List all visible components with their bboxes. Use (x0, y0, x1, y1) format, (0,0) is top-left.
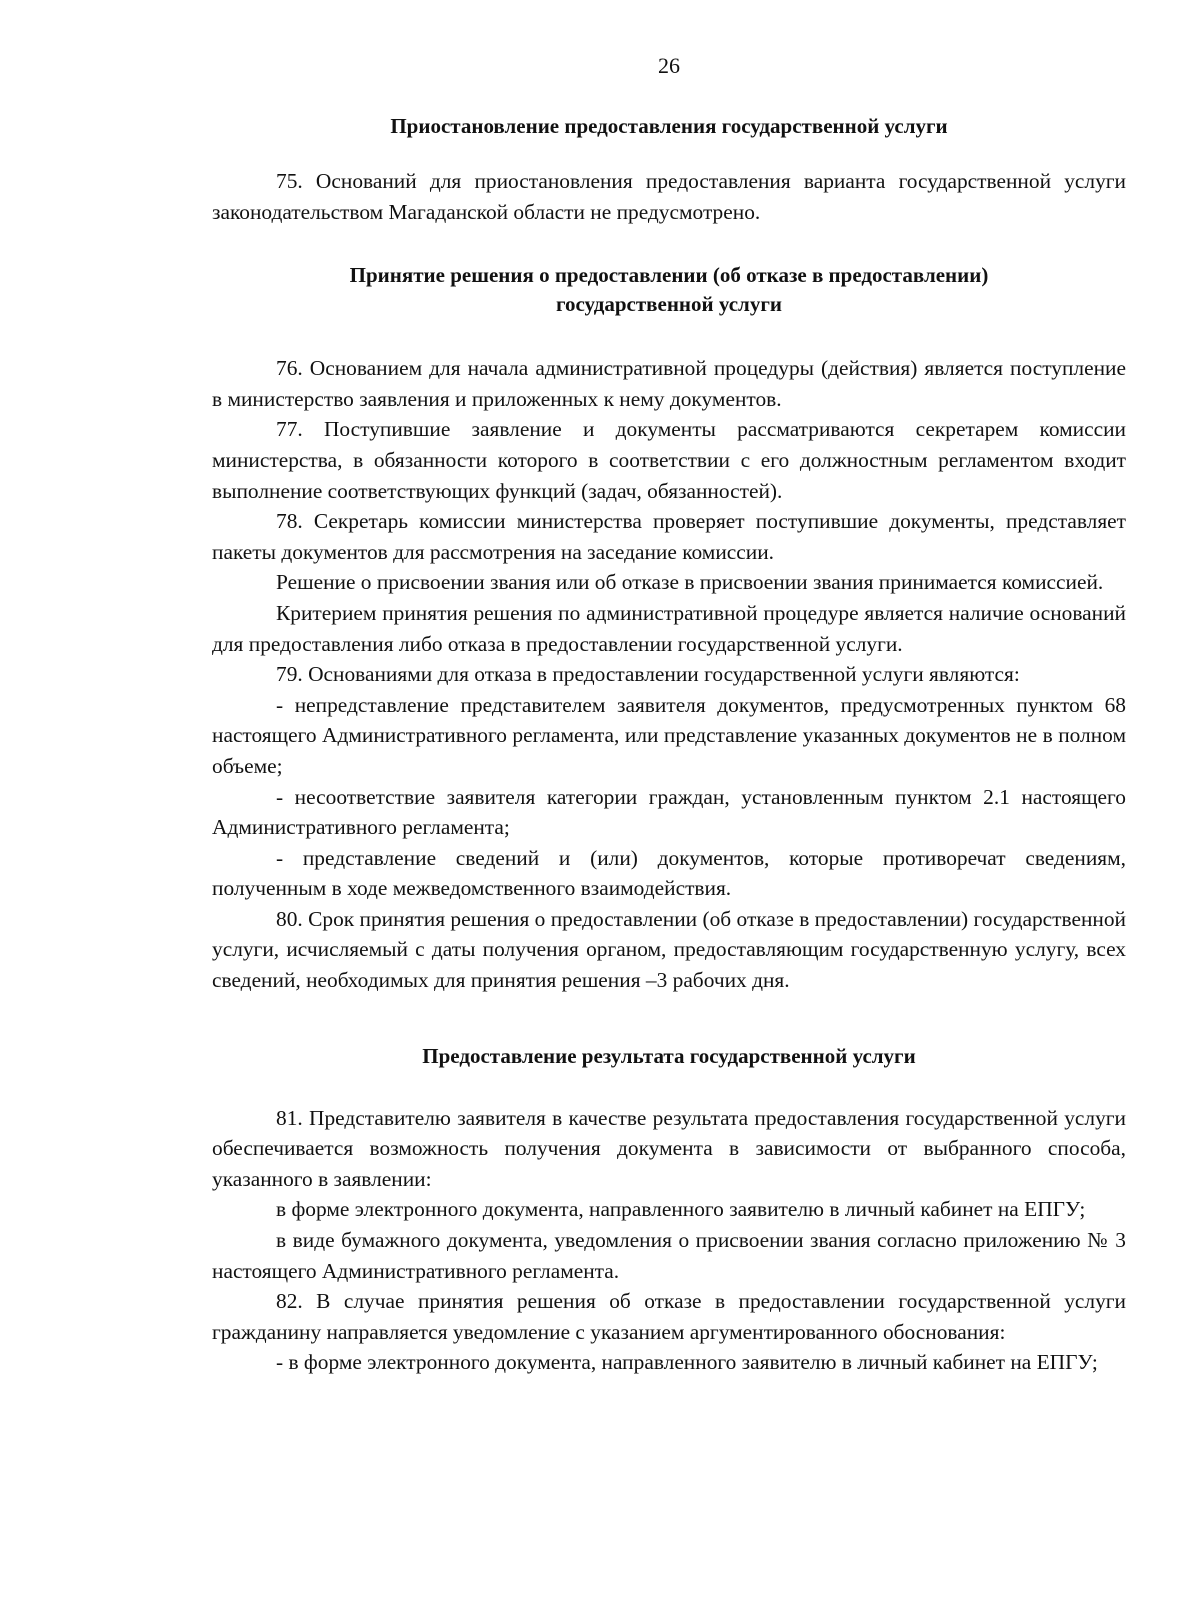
section-heading-decision-line-1: Принятие решения о предоставлении (об отказе в предоставлении) (349, 263, 989, 288)
paragraph-77: 77. Поступившие заявление и документы рассматриваются секретарем комиссии министерства, в обязанности которого в соответствии с его должностным регламентом входит выполнение соответствующих функций (задач, обязанностей). (212, 417, 1126, 503)
paragraph-81: 81. Представителю заявителя в качестве результата предоставления государственной услуги обеспечивается возможность получения документа в зависимости от выбранного способа, указанного в заявлении: (212, 1105, 1126, 1191)
paragraph-76: 76. Основанием для начала административной процедуры (действия) является поступление в министерство заявления и приложенных к нему документов. (212, 356, 1126, 411)
paragraph-75: 75. Оснований для приостановления предоставления варианта государственной услуги законодательством Магаданской области не предусмотрено. (212, 169, 1126, 224)
paragraph-82: 82. В случае принятия решения об отказе в предоставлении государственной услуги гражданину направляется уведомление с указанием аргументированного обоснования: (212, 1289, 1126, 1344)
section-heading-decision (212, 261, 1126, 319)
paragraph-criterion: Критерием принятия решения по административной процедуре является наличие оснований для предоставления либо отказа в предоставлении государственной услуги. (212, 600, 1126, 656)
list-item-refusal-1: - непредставление представителем заявителя документов, предусмотренных пунктом 68 настоящего Административного регламента, или представление указанных документов не в полном объеме; (212, 692, 1126, 778)
list-item-result-paper: в виде бумажного документа, уведомления о присвоении звания согласно приложению № 3 настоящего Административного регламента. (212, 1228, 1126, 1283)
list-item-refusal-2: - несоответствие заявителя категории граждан, установленным пунктом 2.1 настоящего Административного регламента; (212, 784, 1126, 840)
list-item-result-electronic: в форме электронного документа, направленного заявителю в личный кабинет на ЕПГУ; (276, 1197, 1086, 1222)
section-heading-suspension: Приостановление предоставления государственной услуги (390, 114, 948, 138)
paragraph-decision-commission: Решение о присвоении звания или об отказе в присвоении звания принимается комиссией. (276, 570, 1104, 595)
paragraph-78: 78. Секретарь комиссии министерства проверяет поступившие документы, представляет пакеты документов для рассмотрения на заседание комиссии. (212, 509, 1126, 564)
page-number: 26 (658, 53, 680, 78)
paragraph-80: 80. Срок принятия решения о предоставлении (об отказе в предоставлении) государственной услуги, исчисляемый с даты получения органом, предоставляющим государственную услугу, всех сведений, необходимых для принятия решения –3 рабочих дня. (212, 906, 1126, 993)
list-item-refusal-3: - представление сведений и (или) документов, которые противоречат сведениям, полученным в ходе межведомственного взаимодействия. (212, 845, 1126, 901)
list-item-refusal-electronic: - в форме электронного документа, направленного заявителю в личный кабинет на ЕПГУ; (276, 1350, 1098, 1375)
paragraph-79: 79. Основаниями для отказа в предоставлении государственной услуги являются: (276, 662, 1020, 687)
section-heading-result: Предоставление результата государственной услуги (422, 1043, 916, 1068)
section-heading-decision-line-2: государственной услуги (556, 292, 782, 317)
document-page (212, 52, 1126, 1378)
